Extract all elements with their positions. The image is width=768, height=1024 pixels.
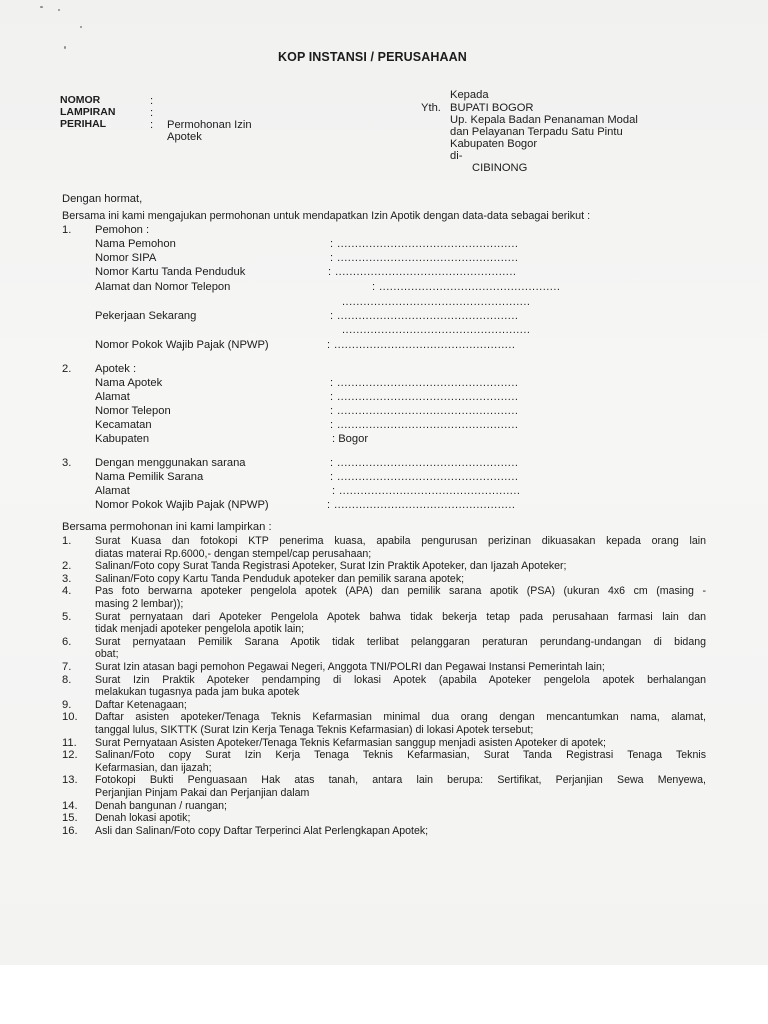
field-value: : ................................................... (332, 485, 521, 497)
attachment-item-text: Pas foto berwarna apoteker pengelola apotek (APA) dan pemilik sarana apotik (PSA) (ukuran 4x6 cm (masing - (95, 585, 706, 598)
perihal-label: PERIHAL (60, 118, 107, 130)
attachment-number: 4. (62, 585, 72, 598)
attachment-number: 10. (62, 711, 78, 724)
section1-heading: Pemohon : (95, 224, 150, 236)
attachment-item-text: Daftar asisten apoteker/Tenaga Teknis Kefarmasian minimal dua orang dengan mencantumkan nama, alamat, (95, 711, 706, 724)
scan-speck (58, 9, 60, 11)
field-value: : ................................................... (372, 281, 561, 293)
attachment-item-text: Surat pernyataan Pemilik Sarana Apotik tidak terlibat pelanggaran peraturan perundang-undangan di bidang (95, 635, 706, 648)
nomor-label: NOMOR (60, 94, 101, 106)
recipient-up-line1: Up. Kepala Badan Penanaman Modal (450, 114, 638, 126)
field-value: : ................................................... (330, 252, 519, 264)
attachment-item-text: Surat Izin Praktik Apoteker pendamping di lokasi Apotek (apabila Apoteker pengelola apotek berhalangan (95, 673, 706, 686)
recipient-di: di- (450, 150, 463, 162)
field-label: Dengan menggunakan sarana (95, 457, 246, 469)
attachment-item-text: tanggal lulus, SIKTTK (Surat Izin Kerja Tenaga Teknis Kefarmasian) di lokasi Apotek tersebut; (95, 724, 534, 736)
greeting: Dengan hormat, (62, 193, 143, 205)
attachment-number: 9. (62, 698, 72, 711)
recipient-name: BUPATI BOGOR (450, 102, 534, 114)
letterhead-title: KOP INSTANSI / PERUSAHAAN (278, 50, 467, 64)
field-value: : ................................................... (330, 457, 519, 469)
field-value-continuation: ..................................................... (342, 296, 531, 308)
field-label: Nomor Pokok Wajib Pajak (NPWP) (95, 499, 269, 511)
attachment-number: 7. (62, 661, 72, 673)
field-value: : ................................................... (330, 405, 519, 417)
attachment-item-text: Daftar Ketenagaan; (95, 698, 187, 711)
attachment-item-text: masing 2 lembar)); (95, 598, 184, 610)
recipient-up-line3: Kabupaten Bogor (450, 138, 538, 150)
attachment-number: 14. (62, 799, 78, 812)
field-label: Pekerjaan Sekarang (95, 310, 197, 322)
attachment-number: 5. (62, 610, 72, 623)
nomor-colon: : (150, 95, 154, 107)
attachment-number: 3. (62, 572, 72, 585)
field-value: : ................................................... (327, 339, 516, 351)
section2-number: 2. (62, 363, 72, 375)
attachment-item-text: Fotokopi Bukti Penguasaan Hak atas tanah, antara lain berupa: Sertifikat, Perjanjian Sewa Menyewa, (95, 774, 706, 787)
field-label: Nomor Pokok Wajib Pajak (NPWP) (95, 339, 269, 351)
attachment-item-text: melakukan tugasnya pada jam buka apotek (95, 686, 300, 699)
attachment-item-text: Surat Kuasa dan fotokopi KTP penerima kuasa, apabila pengurusan perizinan dikuasakan kepada orang lain (95, 535, 706, 547)
attachment-item-text: Salinan/Foto copy Kartu Tanda Penduduk apoteker dan pemilik sarana apotek; (95, 572, 465, 585)
section1-number: 1. (62, 224, 72, 236)
attachment-item-text: Denah lokasi apotik; (95, 812, 191, 825)
field-label: Nomor SIPA (95, 252, 157, 264)
field-label: Nama Apotek (95, 377, 163, 389)
scan-speck (64, 46, 66, 49)
attachment-item-text: Surat Pernyataan Asisten Apoteker/Tenaga Teknis Kefarmasian sanggup menjadi asisten Apoteker di apotek; (95, 736, 606, 749)
field-value: : Bogor (332, 433, 369, 445)
field-value-continuation: ..................................................... (342, 324, 531, 336)
field-value: : ................................................... (330, 238, 519, 250)
perihal-value-line2: Apotek (167, 131, 202, 143)
field-label: Alamat dan Nomor Telepon (95, 281, 231, 293)
attachment-number: 16. (62, 824, 78, 837)
attachment-item-text: Denah bangunan / ruangan; (95, 799, 227, 812)
attachment-item-text: Salinan/Foto copy Surat Tanda Registrasi Apoteker, Surat Izin Praktik Apoteker, dan Ijazah Apoteker; (95, 560, 567, 573)
attachment-item-text: Asli dan Salinan/Foto copy Daftar Terperinci Alat Perlengkapan Apotek; (95, 824, 429, 837)
perihal-value-line1: Permohonan Izin (167, 119, 252, 131)
field-label: Alamat (95, 485, 130, 497)
attachment-item-text: tidak menjadi apoteker pengelola apotik lain; (95, 623, 305, 636)
attachment-number: 12. (62, 749, 78, 762)
field-label: Kabupaten (95, 433, 150, 445)
perihal-colon: : (150, 119, 154, 131)
attachment-item-text: Perjanjian Pinjam Pakai dan Perjanjian dalam (95, 787, 310, 799)
field-label: Kecamatan (95, 419, 152, 431)
attachment-item-text: Salinan/Foto copy Surat Izin Kerja Tenaga Teknis Kefarmasian, Surat Tanda Registrasi Tenaga Teknis (95, 749, 706, 762)
recipient-kepada: Kepada (450, 89, 489, 101)
attachment-item-text: Surat pernyataan dari Apoteker Pengelola Apotek bahwa tidak bekerja tetap pada perusahaan farmasi lain dan (95, 610, 706, 623)
attachments-heading: Bersama permohonan ini kami lampirkan : (62, 521, 272, 533)
section2-heading: Apotek : (95, 363, 137, 375)
section3-number: 3. (62, 457, 72, 469)
recipient-city: CIBINONG (472, 162, 528, 174)
attachment-item-text: obat; (95, 648, 119, 661)
field-value: : ................................................... (327, 499, 516, 511)
field-value: : ................................................... (328, 266, 517, 278)
lampiran-label: LAMPIRAN (60, 106, 116, 118)
field-value: : ................................................... (330, 471, 519, 483)
attachment-number: 1. (62, 535, 72, 547)
attachment-number: 15. (62, 812, 78, 825)
attachment-number: 2. (62, 560, 72, 573)
attachment-number: 8. (62, 673, 72, 686)
attachment-number: 13. (62, 774, 78, 787)
field-value: : ................................................... (330, 310, 519, 322)
field-value: : ................................................... (330, 377, 519, 389)
field-value: : ................................................... (330, 391, 519, 403)
recipient-up-line2: dan Pelayanan Terpadu Satu Pintu (450, 126, 623, 138)
intro-paragraph: Bersama ini kami mengajukan permohonan untuk mendapatkan Izin Apotik dengan data-data sebagai berikut : (62, 210, 591, 222)
attachment-item-text: Surat Izin atasan bagi pemohon Pegawai Negeri, Anggota TNI/POLRI dan Pegawai Instansi Pemerintah lain; (95, 661, 605, 673)
attachment-item-text: diatas materai Rp.6000,- dengan stempel/cap perusahaan; (95, 547, 372, 560)
field-label: Nomor Telepon (95, 405, 171, 417)
field-value: : ................................................... (330, 419, 519, 431)
recipient-yth: Yth. (421, 102, 441, 114)
scan-speck (40, 6, 43, 8)
field-label: Nomor Kartu Tanda Penduduk (95, 266, 246, 278)
lampiran-colon: : (150, 107, 154, 119)
attachment-number: 6. (62, 635, 72, 648)
scan-speck (80, 26, 82, 28)
attachment-item-text: Kefarmasian, dan ijazah; (95, 761, 212, 774)
attachment-number: 11. (62, 736, 77, 749)
field-label: Nama Pemohon (95, 238, 176, 250)
field-label: Nama Pemilik Sarana (95, 471, 204, 483)
field-label: Alamat (95, 391, 130, 403)
